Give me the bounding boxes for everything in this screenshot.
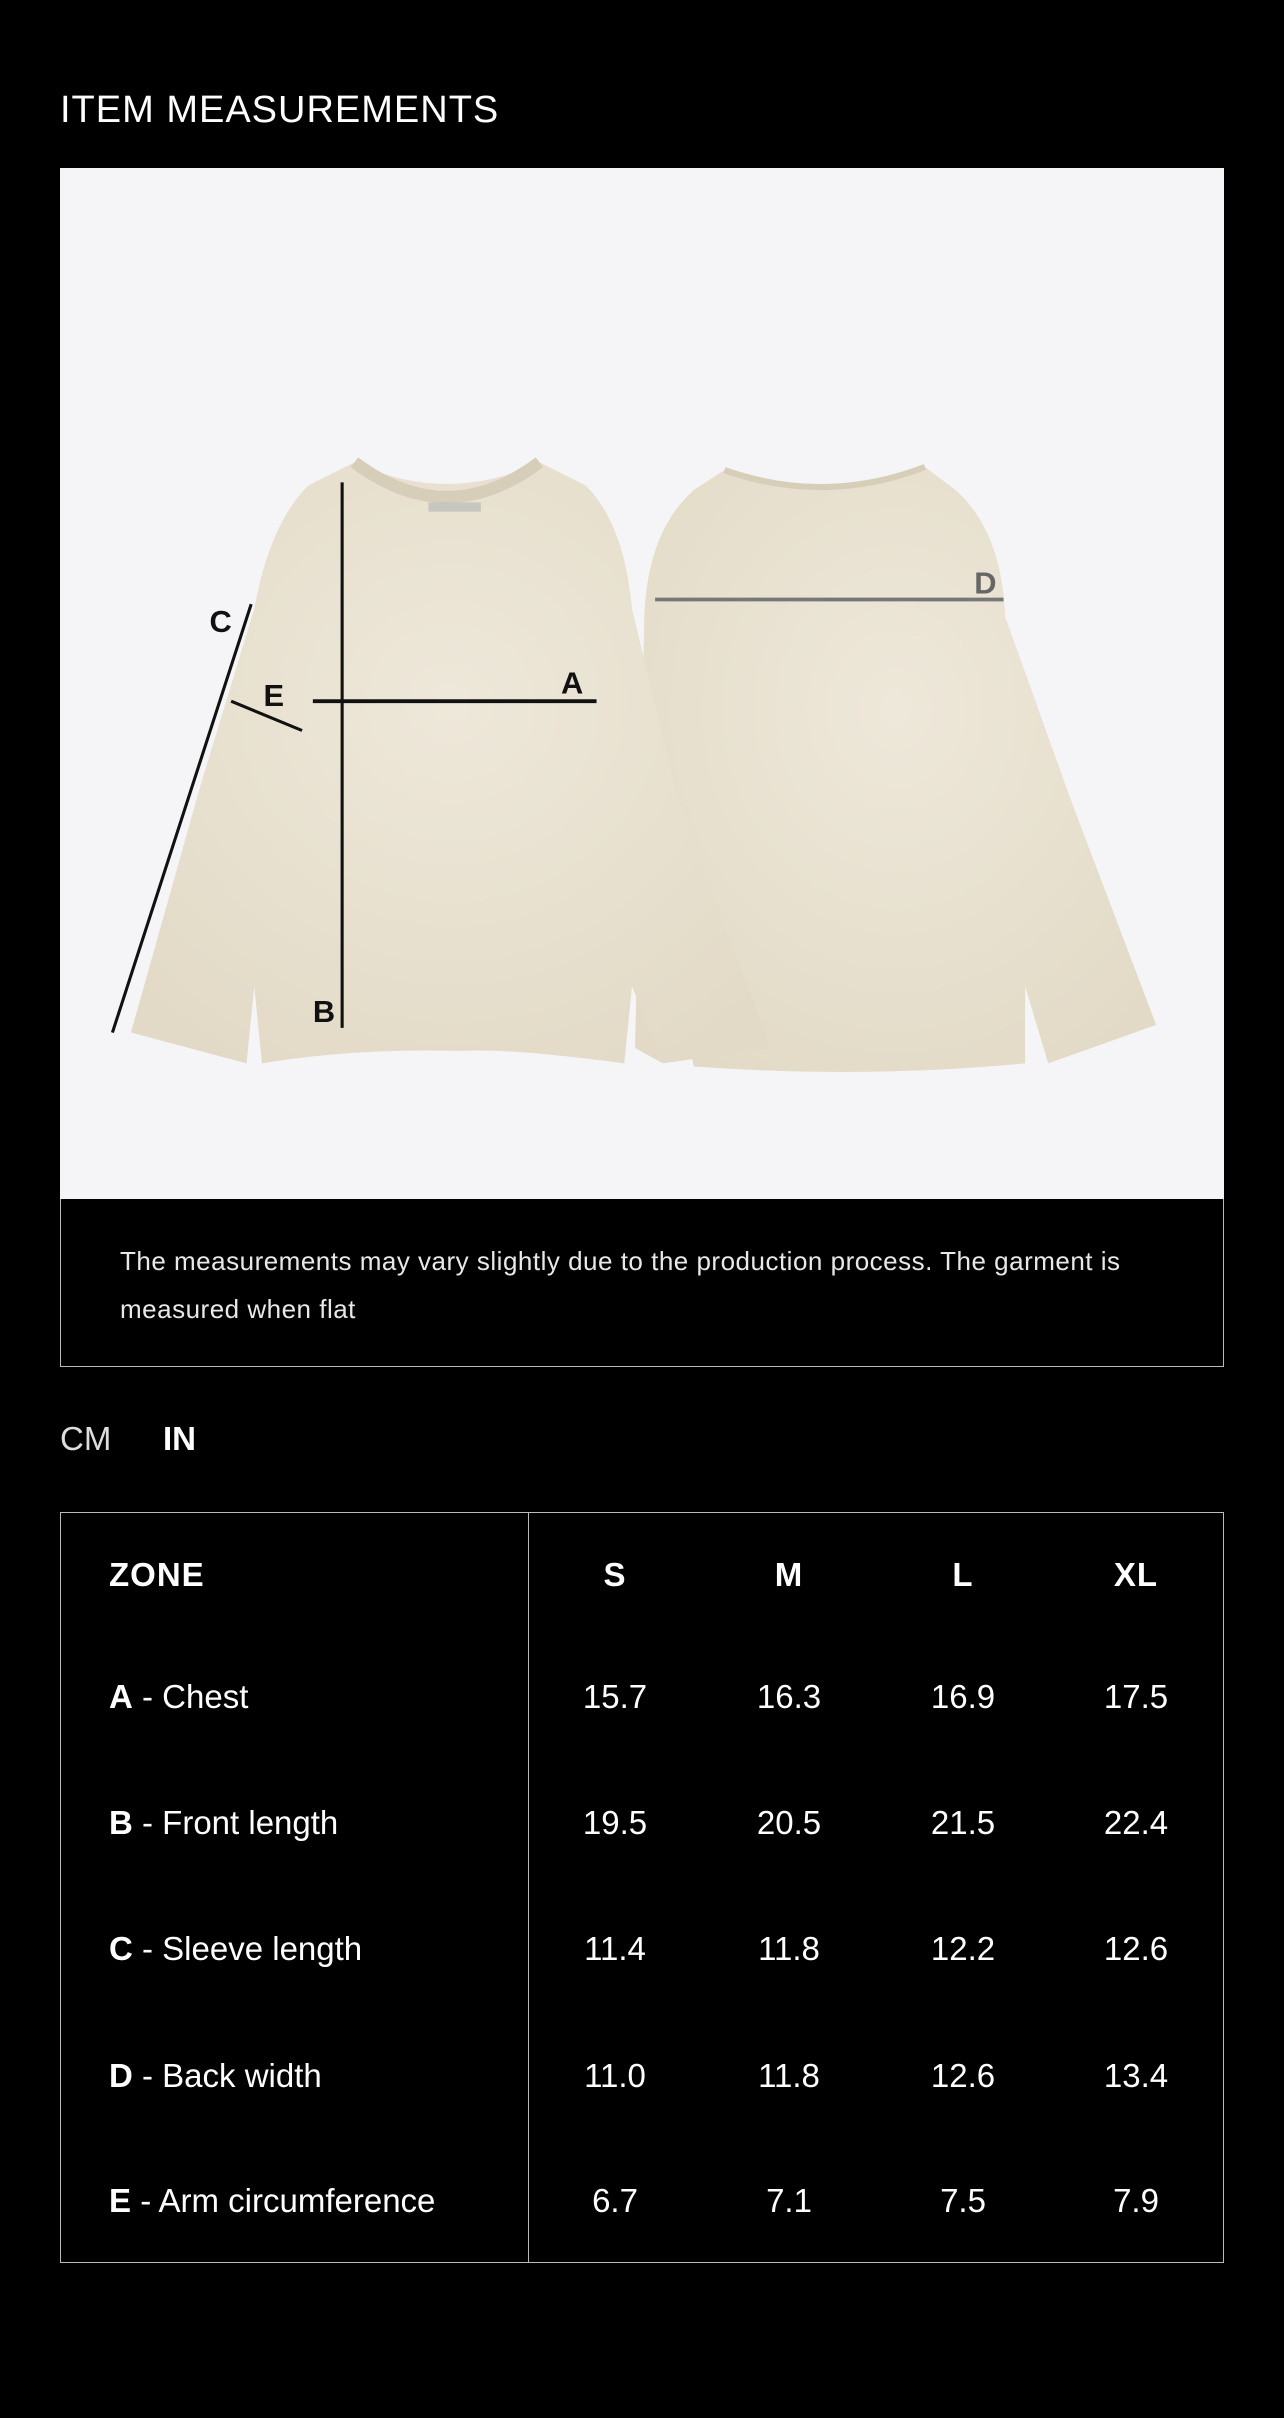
measurement-value: 7.5 bbox=[940, 2182, 986, 2219]
zone-label bbox=[109, 2057, 322, 2095]
zone-letter: D bbox=[109, 2057, 133, 2094]
unit-in-button[interactable]: IN bbox=[163, 1420, 196, 1457]
measurement-value: 7.9 bbox=[1113, 2182, 1159, 2219]
zone-letter: C bbox=[109, 1930, 133, 1967]
note-text: The measurements may vary slightly due to the production process. The garment is measured when flat bbox=[120, 1246, 1121, 1324]
zone-name: - Front length bbox=[142, 1804, 339, 1841]
zone-name: - Sleeve length bbox=[142, 1930, 363, 1967]
measurement-value: 11.0 bbox=[584, 2057, 646, 2094]
measurement-value: 6.7 bbox=[592, 2182, 638, 2219]
label-c: C bbox=[209, 603, 232, 639]
measurement-value: 16.3 bbox=[756, 1678, 822, 1715]
label-b: B bbox=[312, 993, 336, 1029]
measurement-value: 20.5 bbox=[756, 1804, 822, 1841]
measurement-value: 11.4 bbox=[584, 1930, 646, 1967]
label-d: D bbox=[974, 565, 997, 601]
zone-letter: B bbox=[109, 1804, 133, 1841]
zone-header: ZONE bbox=[109, 1556, 205, 1593]
zone-name: - Back width bbox=[142, 2057, 322, 2094]
measurement-note bbox=[60, 1199, 1224, 1367]
measurement-value: 13.4 bbox=[1103, 2057, 1169, 2094]
size-header-xl: XL bbox=[1113, 1556, 1159, 1593]
measurement-value: 11.8 bbox=[758, 2057, 820, 2094]
zone-letter: A bbox=[109, 1678, 133, 1715]
measurement-value: 12.6 bbox=[1103, 1930, 1169, 1967]
measurement-value: 22.4 bbox=[1103, 1804, 1169, 1841]
measurement-value: 17.5 bbox=[1103, 1678, 1169, 1715]
measurement-value: 12.2 bbox=[930, 1930, 996, 1967]
label-a: A bbox=[561, 665, 584, 701]
unit-cm-button[interactable]: CM bbox=[60, 1420, 112, 1457]
measurement-value: 11.8 bbox=[758, 1930, 820, 1967]
zone-name: - Chest bbox=[142, 1678, 249, 1715]
zone-label bbox=[109, 1804, 338, 1842]
measurement-value: 21.5 bbox=[930, 1804, 996, 1841]
garment-measurement-diagram bbox=[60, 168, 1224, 1199]
zone-label bbox=[109, 1930, 362, 1968]
column-divider bbox=[528, 1513, 529, 2262]
sweater-illustration bbox=[60, 168, 1224, 1199]
size-header-s: S bbox=[603, 1556, 627, 1593]
measurement-value: 19.5 bbox=[582, 1804, 648, 1841]
zone-name: - Arm circumference bbox=[140, 2182, 436, 2219]
zone-letter: E bbox=[109, 2182, 132, 2219]
size-header-l: L bbox=[952, 1556, 974, 1593]
measurements-table bbox=[60, 1512, 1224, 2263]
page-title: ITEM MEASUREMENTS bbox=[60, 89, 500, 132]
zone-label bbox=[109, 1678, 248, 1716]
measurement-value: 7.1 bbox=[766, 2182, 812, 2219]
zone-label bbox=[109, 2182, 435, 2220]
measurement-value: 12.6 bbox=[930, 2057, 996, 2094]
size-header-m: M bbox=[774, 1556, 804, 1593]
measurement-value: 16.9 bbox=[930, 1678, 996, 1715]
label-e: E bbox=[263, 677, 285, 713]
measurement-value: 15.7 bbox=[582, 1678, 648, 1715]
